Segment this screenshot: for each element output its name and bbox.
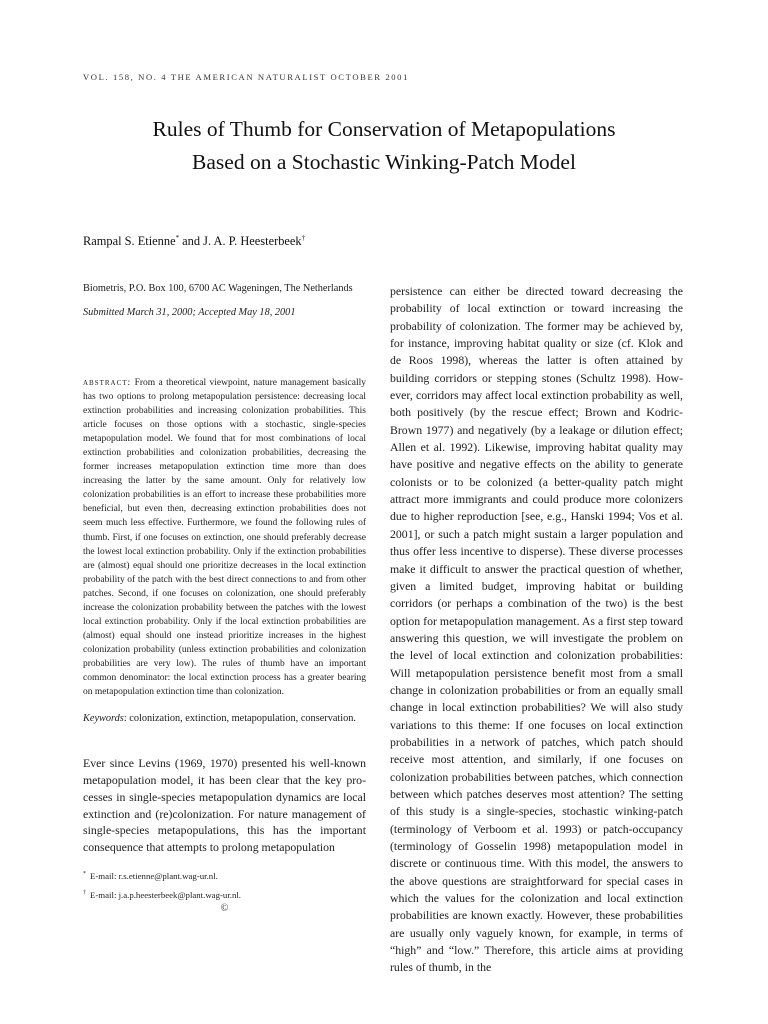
footnote-mark: † (83, 890, 86, 896)
author-name: J. A. P. Heesterbeek (203, 234, 302, 248)
body-text-right-column (390, 283, 683, 977)
submission-dates: Submitted March 31, 2000; Accepted May 18, 2001 (83, 307, 296, 318)
abstract (83, 376, 366, 699)
abstract-text: From a theoretical viewpoint, nature management basically has two options to prolong metapopulation persistence: decreasing local extinction probabilities and increasing colonization probabilities. This article focuses on those options with a stochastic, single-species metapopulation model. We found that for most combinations of local extinction probabilities and colonization probabilities, decreasing the former increases metapopulation extinction time more than does increasing the latter by the same amount. Only for relatively low colonization probabilities is an effort to increase these probabilities more beneficial, but even then, decreasing extinction probabilities does not seem much less effective. Furthermore, we found the following rules of thumb. First, if one focuses on extinction, one should preferably decrease the lowest local extinction probability. Only if the extinction probabilities are (almost) equal should one prioritize decreases in the local extinction probability of the patch with the best direct connections to and from other patches. Second, if one focuses on colonization, one should preferably increase the colonization probability between the patches with the lowest local extinction probability. Only if the local extinction probabilities are (almost) equal should one instead prioritize increases in the highest colonization probability (unless extinction probabilities and colonization probabilities are very low). The rules of thumb have an important common denominator: the local extinction process has a greater bearing on metapopulation extinction time than colonization. (83, 378, 367, 698)
paragraph: persistence can either be directed toward decreasing the probability of local extinction or toward increasing the probability of colonization. The former may be achieved by, for instance, improving habitat quality or size (cf. Klok and de Roos 1998), whereas the latter is often attained by building corridors or stepping stones (Schultz 1998). However, corridors may affect local extinction probability as well, both positively (by the rescue effect; Brown and Kodric-Brown 1977) and negatively (by a leakage or dilution effect; Allen et al. 1992). Likewise, improving habitat quality may have positive and negative effects on the ability to generate colonists or to be colonized (a better-quality patch might attract more immigrants and could produce more colonizers due to higher reproduction [see, e.g., Hanski 1994; Vos et al. 2001], or such a patch might sustain a larger population and thus offer less incentive to disperse). These diverse processes make it difficult to answer the practical question of whether, given a limited budget, improving habitat or building corridors (or perhaps a combination of the two) is the best option for metapopulation management. As a first step toward answering this question, we will investigate the problem on the level of local extinction and colonization probabilities: Will metapopulation persistence benefit most from a small change in colonization probabilities or from an equally small change in local extinction probabilities? We will also study variations to this theme: If one focuses on local extinction probabilities in a network of patches, which patch should receive most attention, and similarly, if one focuses on colonization probabilities between patches, which connection between which patches deserves most attention? The setting of this study is a single-species, stochastic winking-patch (terminology of Verboom et al. 1993) or patch-occupancy (terminology of Gosselin 1998) metapopulation model in discrete or continuous time. With this model, the answers to the above questions are straightforward for special cases in which the values for the colonization and local extinction probabilities are known exactly. However, these probabilities are usually only vaguely known, for example, in terms of “high” and “low.” Therefore, this article aims at providing rules of thumb, in the (390, 284, 683, 975)
footnote-text: E-mail: j.a.p.heesterbeek@plant.wag-ur.nl. (90, 890, 241, 900)
author-footnote-mark: † (301, 234, 306, 242)
paragraph: Ever since Levins (1969, 1970) presented his well-known metapopulation model, it has been clear that the key processes in single-species metapopulation dynamics are local extinction and (re)colonization. For nature management of single-species metapopulations, this has the important consequence that attempts to prolong metapopulation (83, 756, 366, 855)
keywords-text: : colonization, extinction, metapopulation, conservation. (123, 713, 357, 724)
title-line-1: Rules of Thumb for Conservation of Metapopulations (152, 117, 616, 141)
keywords-label: Keywords (83, 713, 124, 724)
footnote-mark: * (83, 871, 86, 877)
footnotes (83, 868, 366, 906)
article-title (40, 113, 728, 179)
copyright-symbol: © (220, 903, 229, 914)
title-line-2: Based on a Stochastic Winking-Patch Model (192, 150, 576, 174)
abstract-label: abstract: (83, 378, 132, 388)
footnote (83, 868, 366, 883)
author-list (83, 234, 305, 249)
keywords (83, 712, 366, 726)
affiliation: Biometris, P.O. Box 100, 6700 AC Wageningen, The Netherlands (83, 283, 353, 294)
body-text-left-column (83, 755, 366, 856)
author-name: Rampal S. Etienne (83, 234, 176, 248)
running-head: VOL. 158, NO. 4 THE AMERICAN NATURALIST OCTOBER 2001 (83, 72, 409, 82)
author-footnote-mark: * (175, 234, 180, 242)
footnote (83, 887, 366, 902)
footnote-text: E-mail: r.s.etienne@plant.wag-ur.nl. (90, 871, 218, 881)
author-connector: and (179, 234, 204, 248)
